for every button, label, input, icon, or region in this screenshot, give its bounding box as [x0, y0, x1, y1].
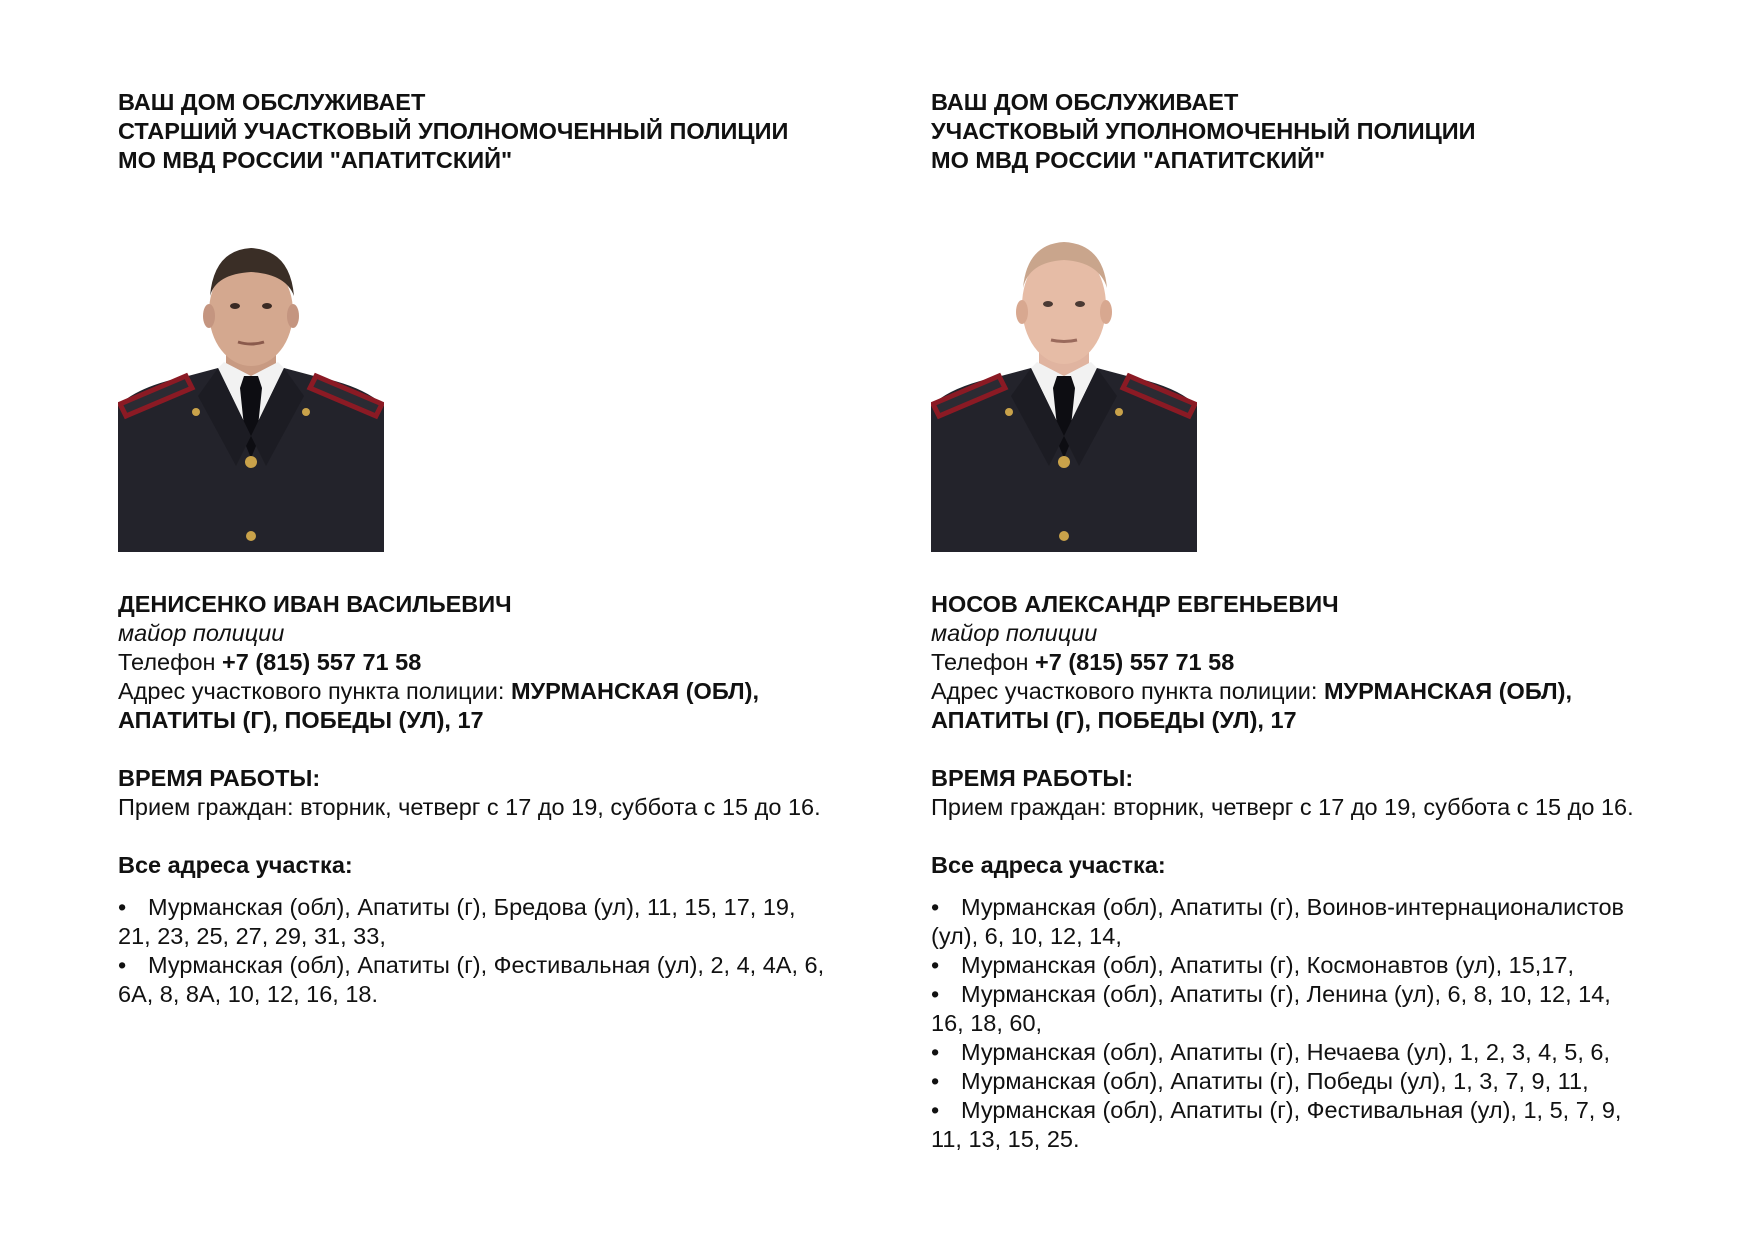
address-value: МУРМАНСКАЯ (ОБЛ), [510, 678, 759, 704]
phone-number[interactable]: +7 (815) 557 71 58 [1035, 649, 1235, 675]
card-header [118, 88, 908, 175]
officer-photo [118, 236, 384, 552]
address-text-cont: 21, 23, 25, 27, 29, 31, 33, [118, 923, 386, 949]
card-header [931, 88, 1721, 175]
bullet-icon: • [931, 1068, 940, 1094]
list-item [931, 980, 1721, 1038]
address-text: Мурманская (обл), Апатиты (г), Воинов-интернационалистов [961, 894, 1625, 920]
phone-number[interactable]: +7 (815) 557 71 58 [222, 649, 422, 675]
officer-info [118, 590, 908, 1009]
bullet-icon: • [931, 1097, 940, 1123]
address-text-cont: (ул), 6, 10, 12, 14, [931, 923, 1122, 949]
list-item [931, 893, 1721, 951]
header-line: УЧАСТКОВЫЙ УПОЛНОМОЧЕННЫЙ ПОЛИЦИИ [931, 118, 1476, 144]
officer-rank: майор полиции [118, 620, 285, 646]
address-list [931, 893, 1721, 1154]
hours-text: Прием граждан: вторник, четверг с 17 до 19, суббота с 15 до 16. [931, 794, 1634, 820]
phone-label: Телефон [118, 649, 223, 675]
address-text: Мурманская (обл), Апатиты (г), Фестивальная (ул), 1, 5, 7, 9, [961, 1097, 1622, 1123]
address-text-cont: 16, 18, 60, [931, 1010, 1043, 1036]
address-label: Адрес участкового пункта полиции: [931, 678, 1324, 704]
list-item [931, 1067, 1721, 1096]
bullet-icon: • [931, 1039, 940, 1065]
address-line [118, 677, 908, 706]
hours-text: Прием граждан: вторник, четверг с 17 до 19, суббота с 15 до 16. [118, 794, 821, 820]
address-text-cont: 6А, 8, 8А, 10, 12, 16, 18. [118, 981, 378, 1007]
header-line: МО МВД РОССИИ "АПАТИТСКИЙ" [118, 147, 513, 173]
phone-line [118, 648, 908, 677]
officer-photo [931, 236, 1197, 552]
address-text: Мурманская (обл), Апатиты (г), Фестивальная (ул), 2, 4, 4А, 6, [148, 952, 825, 978]
address-text: Мурманская (обл), Апатиты (г), Космонавтов (ул), 15,17, [961, 952, 1574, 978]
address-text: Мурманская (обл), Апатиты (г), Бредова (ул), 11, 15, 17, 19, [148, 894, 796, 920]
bullet-icon: • [931, 894, 940, 920]
header-line: МО МВД РОССИИ "АПАТИТСКИЙ" [931, 147, 1326, 173]
address-list [118, 893, 908, 1009]
address-value: МУРМАНСКАЯ (ОБЛ), [1323, 678, 1572, 704]
officer-name: НОСОВ АЛЕКСАНДР ЕВГЕНЬЕВИЧ [931, 591, 1339, 617]
address-text: Мурманская (обл), Апатиты (г), Нечаева (ул), 1, 2, 3, 4, 5, 6, [961, 1039, 1611, 1065]
bullet-icon: • [931, 952, 940, 978]
list-item [931, 1038, 1721, 1067]
addresses-title: Все адреса участка: [931, 852, 1166, 878]
bullet-icon: • [931, 981, 940, 1007]
officer-card-1 [118, 88, 908, 1007]
addresses-title: Все адреса участка: [118, 852, 353, 878]
phone-label: Телефон [931, 649, 1036, 675]
address-value-cont: АПАТИТЫ (Г), ПОБЕДЫ (УЛ), 17 [118, 707, 484, 733]
list-item [118, 893, 908, 951]
bullet-icon: • [118, 952, 127, 978]
address-text: Мурманская (обл), Апатиты (г), Ленина (ул), 6, 8, 10, 12, 14, [961, 981, 1611, 1007]
list-item [931, 1096, 1721, 1154]
header-line: ВАШ ДОМ ОБСЛУЖИВАЕТ [931, 89, 1239, 115]
hours-title: ВРЕМЯ РАБОТЫ: [931, 765, 1134, 791]
list-item [118, 951, 908, 1009]
address-label: Адрес участкового пункта полиции: [118, 678, 511, 704]
address-text-cont: 11, 13, 15, 25. [931, 1126, 1080, 1152]
address-value-cont: АПАТИТЫ (Г), ПОБЕДЫ (УЛ), 17 [931, 707, 1297, 733]
address-line [931, 677, 1721, 706]
officer-rank: майор полиции [931, 620, 1098, 646]
hours-title: ВРЕМЯ РАБОТЫ: [118, 765, 321, 791]
officer-info [931, 590, 1721, 1154]
header-line: ВАШ ДОМ ОБСЛУЖИВАЕТ [118, 89, 426, 115]
officer-card-2 [931, 88, 1721, 1152]
list-item [931, 951, 1721, 980]
officer-name: ДЕНИСЕНКО ИВАН ВАСИЛЬЕВИЧ [118, 591, 512, 617]
bullet-icon: • [118, 894, 127, 920]
phone-line [931, 648, 1721, 677]
address-text: Мурманская (обл), Апатиты (г), Победы (ул), 1, 3, 7, 9, 11, [961, 1068, 1589, 1094]
header-line: СТАРШИЙ УЧАСТКОВЫЙ УПОЛНОМОЧЕННЫЙ ПОЛИЦИИ [118, 118, 789, 144]
